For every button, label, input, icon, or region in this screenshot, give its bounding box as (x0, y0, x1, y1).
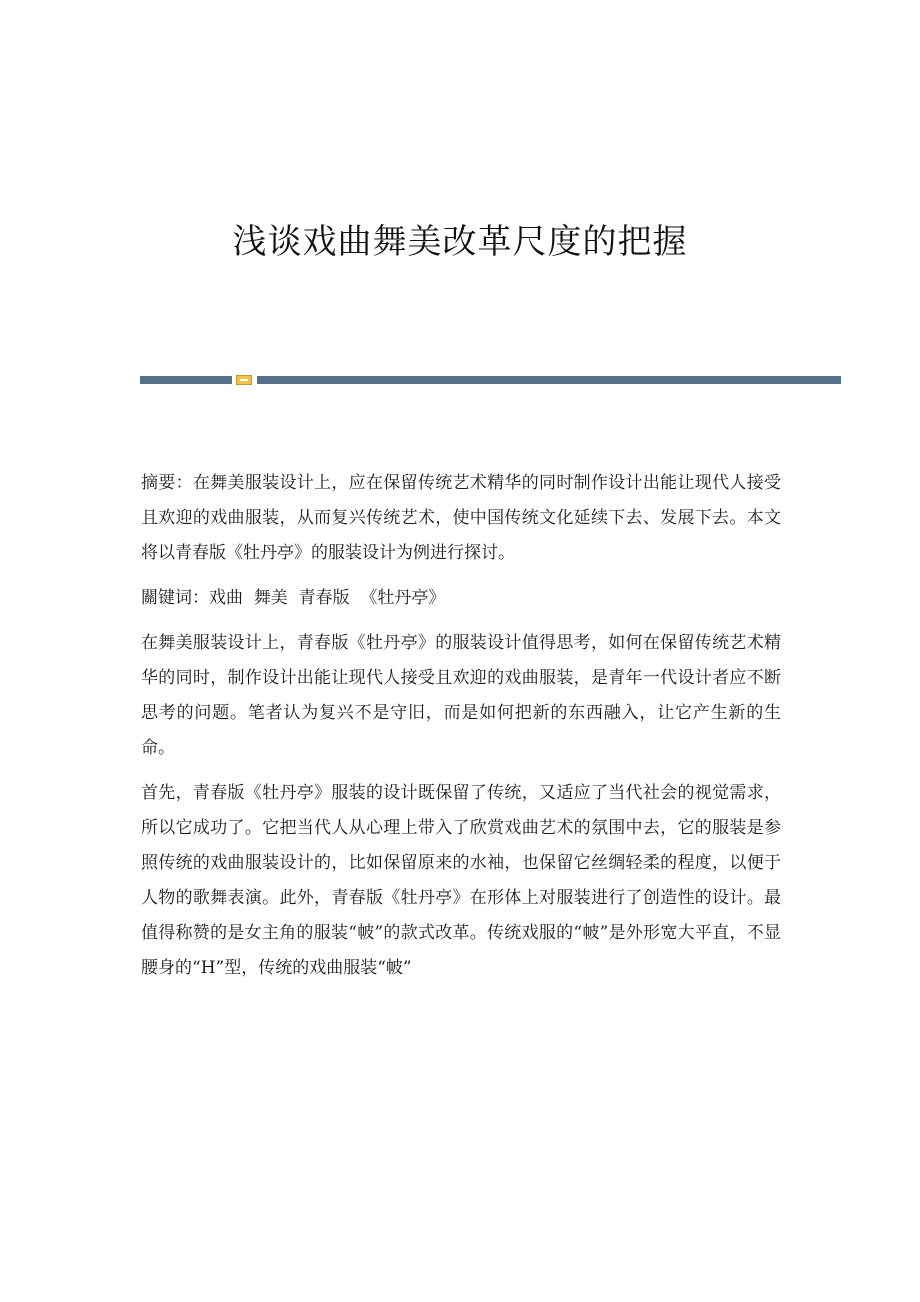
keywords-line: 關键词：戏曲 舞美 青春版 《牡丹亭》 (141, 588, 446, 608)
body-paragraph-2: 首先，青春版《牡丹亭》服装的设计既保留了传统，又适应了当代社会的视觉需求，所以它成功了。它把当代人从心理上带入了欣赏戏曲艺术的氛围中去，它的服装是参照传统的戏曲服装设计的，比如保留原来的水袖，也保留它丝绸轻柔的程度，以便于人物的歌舞表演。此外，青春版《牡丹亭》在形体上对服装进行了创造性的设计。最值得称赞的是女主角的服装“帔”的款式改革。传统戏服的“帔”是外形宽大平直，不显腰身的“H”型，传统的戏曲服装“帔” (141, 783, 781, 978)
body-paragraph-1: 在舞美服装设计上，青春版《牡丹亭》的服装设计值得思考，如何在保留传统艺术精华的同时，制作设计出能让现代人接受且欢迎的戏曲服装，是青年一代设计者应不断思考的问题。笔者认为复兴不是守旧，而是如何把新的东西融入，让它产生新的生命。 (141, 633, 781, 758)
abstract-paragraph: 摘要：在舞美服装设计上，应在保留传统艺术精华的同时制作设计出能让现代人接受且欢迎的戏曲服装，从而复兴传统艺术，使中国传统文化延续下去、发展下去。本文将以青春版《牡丹亭》的服装设计为例进行探讨。 (141, 473, 781, 563)
title-divider (140, 375, 841, 385)
document-title: 浅谈戏曲舞美改革尺度的把握 (232, 222, 688, 262)
divider-bar-left (140, 376, 232, 384)
divider-bar-right (257, 376, 841, 384)
divider-badge-icon (236, 375, 252, 385)
document-body (141, 466, 781, 996)
